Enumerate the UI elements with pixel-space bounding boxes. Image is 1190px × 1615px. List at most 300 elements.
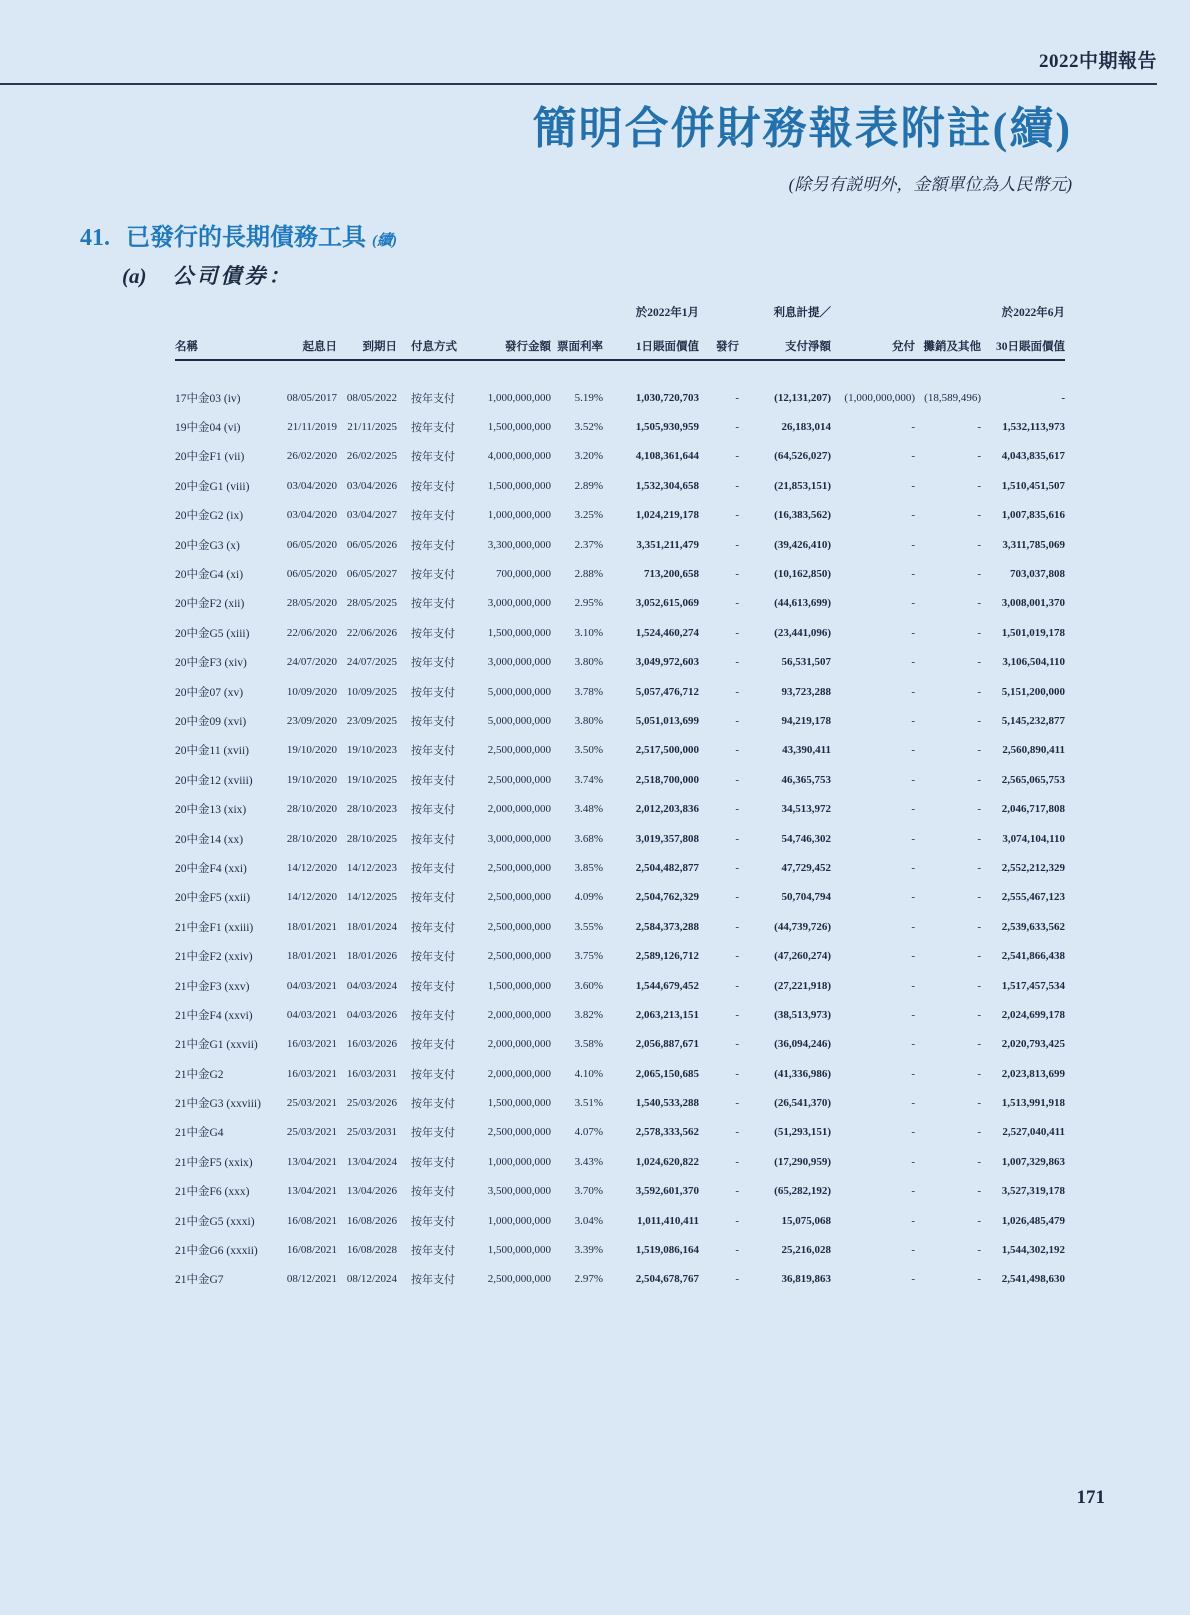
table-cell: 3,592,601,370 — [635, 1185, 699, 1198]
table-cell: - — [977, 597, 981, 610]
table-cell: - — [977, 744, 981, 757]
table-cell: (44,739,726) — [774, 920, 831, 933]
table-cell: 24/07/2020 — [286, 656, 337, 669]
table-row — [175, 648, 1065, 677]
subsection-heading — [122, 260, 293, 290]
table-cell: 1,500,000,000 — [487, 626, 551, 639]
table-cell: 3.70% — [574, 1185, 603, 1198]
table-cell: 03/04/2020 — [286, 479, 337, 492]
table-cell: 1,024,219,178 — [635, 509, 699, 522]
bond-name-cell: 20中金F2 (xii) — [175, 598, 245, 611]
table-cell: (36,094,246) — [774, 1038, 831, 1051]
table-cell: 2,560,890,411 — [1002, 744, 1065, 757]
bond-name-cell: 20中金F3 (xiv) — [175, 657, 247, 670]
table-cell: 3,008,001,370 — [1001, 597, 1065, 610]
table-cell: (41,336,986) — [774, 1067, 831, 1080]
table-cell: - — [1061, 391, 1065, 404]
table-cell: - — [977, 714, 981, 727]
table-cell: - — [977, 979, 981, 992]
table-cell: - — [911, 509, 915, 522]
table-cell: 06/05/2020 — [286, 568, 337, 581]
table-cell: 按年支付 — [411, 422, 455, 435]
table-row — [175, 677, 1065, 706]
table-cell: 19/10/2020 — [286, 744, 337, 757]
table-cell: 06/05/2026 — [346, 538, 397, 551]
table-cell: 按年支付 — [411, 392, 455, 405]
table-cell: 2.97% — [574, 1273, 603, 1286]
table-cell: 2,504,762,329 — [635, 891, 699, 904]
table-row — [175, 1088, 1065, 1117]
table-cell: 4,043,835,617 — [1001, 450, 1065, 463]
table-cell: - — [911, 1214, 915, 1227]
table-cell: 47,729,452 — [781, 861, 831, 874]
table-cell: 2.89% — [574, 479, 603, 492]
table-cell: 04/03/2021 — [286, 979, 337, 992]
column-header-top — [551, 292, 603, 322]
table-cell: 3.50% — [574, 744, 603, 757]
table-cell: 1,510,451,507 — [1001, 479, 1065, 492]
column-header: 起息日 — [275, 322, 337, 360]
table-cell: 03/04/2027 — [346, 509, 397, 522]
table-cell: 16/08/2021 — [286, 1214, 337, 1227]
table-cell: - — [977, 950, 981, 963]
bond-name-cell: 20中金09 (xvi) — [175, 715, 247, 728]
table-cell: 26,183,014 — [781, 421, 831, 434]
table-cell: (16,383,562) — [774, 509, 831, 522]
table-cell: 23/09/2020 — [286, 714, 337, 727]
table-cell: - — [911, 1126, 915, 1139]
table-cell: 3,527,319,178 — [1001, 1185, 1065, 1198]
table-cell: - — [911, 861, 915, 874]
bond-name-cell: 20中金F4 (xxi) — [175, 862, 247, 875]
table-cell: 13/04/2026 — [346, 1185, 397, 1198]
page-title: 簡明合併財務報表附註(續) — [532, 104, 1072, 153]
table-row — [175, 501, 1065, 530]
table-cell: 26/02/2025 — [346, 450, 397, 463]
table-cell: 按年支付 — [411, 804, 455, 817]
table-cell: - — [977, 1185, 981, 1198]
table-cell: - — [977, 538, 981, 551]
table-cell: - — [911, 656, 915, 669]
table-cell: - — [735, 538, 739, 551]
table-cell: - — [911, 626, 915, 639]
bond-name-cell: 21中金F4 (xxvi) — [175, 1009, 253, 1022]
currency-note: (除另有説明外，金額單位為人民幣元) — [788, 175, 1072, 194]
table-cell: 2,578,333,562 — [635, 1126, 699, 1139]
column-header: 到期日 — [337, 322, 397, 360]
table-cell: 1,500,000,000 — [487, 421, 551, 434]
table-cell: 2,000,000,000 — [487, 1067, 551, 1080]
table-cell: 08/12/2021 — [286, 1273, 337, 1286]
table-cell: 按年支付 — [411, 627, 455, 640]
table-cell: 2,541,498,630 — [1001, 1273, 1065, 1286]
table-cell: 04/03/2024 — [346, 979, 397, 992]
column-header-top — [275, 292, 337, 322]
bond-table-body — [175, 360, 1065, 1294]
table-cell: 3,049,972,603 — [635, 656, 699, 669]
table-cell: 25/03/2021 — [286, 1126, 337, 1139]
table-cell: 28/05/2020 — [286, 597, 337, 610]
table-cell: - — [735, 1155, 739, 1168]
column-header-top: 利息計提／ — [773, 307, 831, 319]
bond-name-cell: 20中金G1 (viii) — [175, 480, 250, 493]
table-cell: 28/10/2023 — [346, 803, 397, 816]
table-cell: 5,057,476,712 — [635, 685, 699, 698]
table-cell: (47,260,274) — [774, 950, 831, 963]
table-cell: 按年支付 — [411, 1245, 455, 1258]
table-cell: 2,565,065,753 — [1001, 773, 1065, 786]
table-cell: 3.20% — [574, 450, 603, 463]
table-cell: 3,019,357,808 — [635, 832, 699, 845]
table-cell: - — [911, 479, 915, 492]
table-cell: 19/10/2023 — [346, 744, 397, 757]
table-cell: 1,524,460,274 — [635, 626, 699, 639]
table-cell: 按年支付 — [411, 1127, 455, 1140]
table-cell: 10/09/2025 — [346, 685, 397, 698]
table-cell: 3,000,000,000 — [487, 597, 551, 610]
column-header: 發行金額 — [465, 322, 551, 360]
table-row — [175, 618, 1065, 647]
table-row — [175, 383, 1065, 412]
bond-name-cell: 20中金G5 (xiii) — [175, 627, 250, 640]
table-cell: 1,544,679,452 — [635, 979, 699, 992]
table-cell: - — [735, 1097, 739, 1110]
table-cell: 按年支付 — [411, 1039, 455, 1052]
table-cell: 1,532,113,973 — [1002, 421, 1065, 434]
table-cell: 2.88% — [574, 568, 603, 581]
table-cell: 15,075,068 — [781, 1214, 831, 1227]
column-header: 支付淨額 — [739, 322, 831, 360]
table-cell: 26/02/2020 — [286, 450, 337, 463]
table-cell: 13/04/2024 — [346, 1155, 397, 1168]
table-row — [175, 912, 1065, 941]
table-cell: 03/04/2020 — [286, 509, 337, 522]
column-header: 兌付 — [831, 322, 915, 360]
table-row — [175, 412, 1065, 441]
bond-name-cell: 21中金F3 (xxv) — [175, 980, 250, 993]
table-cell: 700,000,000 — [496, 568, 551, 581]
table-cell: (1,000,000,000) — [844, 391, 915, 404]
table-cell: 按年支付 — [411, 480, 455, 493]
table-cell: 2,518,700,000 — [635, 773, 699, 786]
table-cell: - — [735, 832, 739, 845]
section-heading — [80, 217, 397, 252]
table-cell: 93,723,288 — [781, 685, 831, 698]
table-cell: (44,613,699) — [774, 597, 831, 610]
table-cell: 46,365,753 — [781, 773, 831, 786]
table-cell: 按年支付 — [411, 598, 455, 611]
table-cell: 16/08/2021 — [286, 1244, 337, 1257]
table-cell: 28/10/2025 — [346, 832, 397, 845]
table-cell: - — [911, 597, 915, 610]
table-cell: - — [735, 1038, 739, 1051]
table-cell: 3,000,000,000 — [487, 832, 551, 845]
table-cell: 22/06/2026 — [346, 626, 397, 639]
table-cell: 按年支付 — [411, 833, 455, 846]
table-row — [175, 1030, 1065, 1059]
table-cell: 5.19% — [574, 391, 603, 404]
table-cell: 1,532,304,658 — [635, 479, 699, 492]
table-cell: 14/12/2023 — [346, 861, 397, 874]
table-cell: - — [911, 891, 915, 904]
table-cell: 19/10/2025 — [346, 773, 397, 786]
table-cell: 13/04/2021 — [286, 1155, 337, 1168]
table-cell: 按年支付 — [411, 1156, 455, 1169]
column-header: 攤銷及其他 — [915, 322, 981, 360]
table-cell: - — [911, 950, 915, 963]
table-cell: 1,519,086,164 — [635, 1244, 699, 1257]
column-header: 30日賬面價值 — [981, 322, 1065, 360]
table-row — [175, 883, 1065, 912]
table-spacer — [175, 360, 1065, 383]
table-cell: 5,145,232,877 — [1001, 714, 1065, 727]
column-header-top — [699, 292, 739, 322]
table-cell: 2,023,813,699 — [1001, 1067, 1065, 1080]
table-cell: - — [911, 685, 915, 698]
table-cell: - — [977, 832, 981, 845]
table-cell: 3.25% — [574, 509, 603, 522]
table-cell: (23,441,096) — [774, 626, 831, 639]
table-row — [175, 736, 1065, 765]
column-header-top — [337, 292, 397, 322]
bond-name-cell: 20中金11 (xvii) — [175, 745, 249, 758]
bond-name-cell: 21中金G6 (xxxii) — [175, 1245, 258, 1258]
header-divider — [0, 83, 1157, 85]
table-cell: (10,162,850) — [774, 568, 831, 581]
table-cell: - — [977, 1126, 981, 1139]
table-cell: - — [911, 568, 915, 581]
column-header-top — [915, 292, 981, 322]
table-row — [175, 589, 1065, 618]
table-cell: 3.58% — [574, 1038, 603, 1051]
table-cell: 2,500,000,000 — [487, 861, 551, 874]
table-cell: 4,108,361,644 — [635, 450, 699, 463]
table-cell: 23/09/2025 — [346, 714, 397, 727]
table-cell: - — [977, 1273, 981, 1286]
table-cell: 3.75% — [574, 950, 603, 963]
bond-table — [175, 292, 1065, 1294]
bond-name-cell: 21中金F2 (xxiv) — [175, 951, 253, 964]
table-cell: 5,000,000,000 — [487, 685, 551, 698]
table-cell: - — [911, 832, 915, 845]
table-cell: 3.60% — [574, 979, 603, 992]
table-cell: 4.10% — [574, 1067, 603, 1080]
table-cell: 36,819,863 — [781, 1273, 831, 1286]
table-cell: 1,513,991,918 — [1001, 1097, 1065, 1110]
column-header: 發行 — [699, 322, 739, 360]
table-cell: 3.04% — [574, 1214, 603, 1227]
bond-name-cell: 21中金F5 (xxix) — [175, 1156, 253, 1169]
table-row — [175, 853, 1065, 882]
table-cell: 16/03/2021 — [286, 1038, 337, 1051]
table-cell: - — [735, 626, 739, 639]
table-cell: - — [735, 1185, 739, 1198]
bond-name-cell: 20中金G3 (x) — [175, 539, 240, 552]
table-cell: 94,219,178 — [781, 714, 831, 727]
bond-name-cell: 21中金G4 — [175, 1127, 224, 1140]
table-cell: 2,500,000,000 — [487, 950, 551, 963]
table-cell: 16/08/2028 — [346, 1244, 397, 1257]
table-cell: 3,300,000,000 — [487, 538, 551, 551]
table-cell: - — [977, 861, 981, 874]
table-cell: 2,500,000,000 — [487, 773, 551, 786]
table-cell: (17,290,959) — [774, 1155, 831, 1168]
table-cell: 16/08/2026 — [346, 1214, 397, 1227]
table-row — [175, 471, 1065, 500]
table-cell: 50,704,794 — [781, 891, 831, 904]
bond-table-header — [175, 292, 1065, 360]
bond-name-cell: 21中金G2 — [175, 1068, 224, 1081]
table-cell: 16/03/2026 — [346, 1038, 397, 1051]
table-cell: 3,106,504,110 — [1002, 656, 1065, 669]
table-cell: (39,426,410) — [774, 538, 831, 551]
table-cell: - — [977, 891, 981, 904]
table-cell: 14/12/2020 — [286, 891, 337, 904]
column-header-top — [465, 292, 551, 322]
table-cell: - — [911, 1067, 915, 1080]
table-cell: - — [911, 1185, 915, 1198]
table-cell: 2,500,000,000 — [487, 1273, 551, 1286]
table-cell: 2,020,793,425 — [1001, 1038, 1065, 1051]
bond-name-cell: 20中金12 (xviii) — [175, 774, 253, 787]
table-cell: (21,853,151) — [774, 479, 831, 492]
column-header: 票面利率 — [551, 322, 603, 360]
table-cell: 按年支付 — [411, 745, 455, 758]
column-header: 名稱 — [175, 322, 275, 360]
table-cell: 1,024,620,822 — [635, 1155, 699, 1168]
table-cell: - — [977, 421, 981, 434]
table-cell: 3.78% — [574, 685, 603, 698]
table-cell: 28/10/2020 — [286, 832, 337, 845]
table-cell: (12,131,207) — [774, 391, 831, 404]
table-cell: 2,504,678,767 — [635, 1273, 699, 1286]
table-cell: - — [735, 1244, 739, 1257]
table-cell: 18/01/2021 — [286, 950, 337, 963]
table-row — [175, 1206, 1065, 1235]
table-cell: - — [977, 568, 981, 581]
table-cell: - — [977, 479, 981, 492]
bond-name-cell: 21中金G3 (xxviii) — [175, 1098, 261, 1111]
table-cell: - — [735, 509, 739, 522]
table-cell: 06/05/2020 — [286, 538, 337, 551]
table-cell: - — [735, 891, 739, 904]
bond-name-cell: 20中金F1 (vii) — [175, 451, 245, 464]
table-cell: - — [735, 979, 739, 992]
table-cell: 04/03/2021 — [286, 1008, 337, 1021]
table-cell: 14/12/2020 — [286, 861, 337, 874]
table-cell: 2,589,126,712 — [635, 950, 699, 963]
bond-name-cell: 20中金07 (xv) — [175, 686, 244, 699]
table-cell: - — [735, 421, 739, 434]
table-cell: - — [977, 1244, 981, 1257]
table-cell: 713,200,658 — [644, 568, 699, 581]
bond-name-cell: 17中金03 (iv) — [175, 392, 241, 405]
table-cell: 1,500,000,000 — [487, 1244, 551, 1257]
table-row — [175, 971, 1065, 1000]
table-cell: 按年支付 — [411, 1009, 455, 1022]
table-cell: 3.43% — [574, 1155, 603, 1168]
table-cell: 08/05/2022 — [346, 391, 397, 404]
table-cell: 按年支付 — [411, 892, 455, 905]
table-cell: - — [911, 1008, 915, 1021]
table-cell: 2.95% — [574, 597, 603, 610]
bond-name-cell: 21中金F6 (xxx) — [175, 1186, 250, 1199]
table-cell: 2,539,633,562 — [1001, 920, 1065, 933]
table-cell: - — [911, 421, 915, 434]
table-cell: - — [911, 538, 915, 551]
table-cell: 3.80% — [574, 656, 603, 669]
table-cell: 2,065,150,685 — [635, 1067, 699, 1080]
subsection-title: 公司債券： — [172, 264, 293, 288]
table-cell: 08/05/2017 — [286, 391, 337, 404]
table-row — [175, 1118, 1065, 1147]
table-cell: 4.07% — [574, 1126, 603, 1139]
table-cell: - — [977, 1067, 981, 1080]
table-cell: 28/10/2020 — [286, 803, 337, 816]
table-cell: - — [735, 744, 739, 757]
table-cell: (27,221,918) — [774, 979, 831, 992]
table-cell: 3,000,000,000 — [487, 656, 551, 669]
table-cell: - — [911, 744, 915, 757]
table-cell: 3.52% — [574, 421, 603, 434]
table-row — [175, 1000, 1065, 1029]
table-cell: - — [977, 1038, 981, 1051]
table-cell: - — [977, 626, 981, 639]
table-cell: 43,390,411 — [782, 744, 831, 757]
table-cell: - — [735, 1067, 739, 1080]
table-cell: - — [977, 1155, 981, 1168]
table-cell: 1,505,930,959 — [635, 421, 699, 434]
table-cell: 按年支付 — [411, 951, 455, 964]
table-cell: 按年支付 — [411, 715, 455, 728]
table-row — [175, 442, 1065, 471]
table-cell: 18/01/2021 — [286, 920, 337, 933]
table-cell: - — [911, 714, 915, 727]
table-cell: - — [735, 479, 739, 492]
column-header-top: 於2022年1月 — [635, 307, 699, 319]
table-cell: 18/01/2026 — [346, 950, 397, 963]
table-cell: 2,500,000,000 — [487, 891, 551, 904]
table-cell: 按年支付 — [411, 1215, 455, 1228]
table-cell: 24/07/2025 — [346, 656, 397, 669]
table-cell: 3.82% — [574, 1008, 603, 1021]
table-cell: - — [977, 773, 981, 786]
report-edition-label: 2022中期報告 — [1038, 51, 1157, 72]
table-cell: - — [735, 1126, 739, 1139]
table-cell: - — [735, 450, 739, 463]
table-cell: 3,311,785,069 — [1002, 538, 1065, 551]
table-cell: 按年支付 — [411, 686, 455, 699]
table-cell: (38,513,973) — [774, 1008, 831, 1021]
table-cell: - — [911, 803, 915, 816]
table-cell: 28/05/2025 — [346, 597, 397, 610]
table-cell: 25/03/2026 — [346, 1097, 397, 1110]
table-cell: 2,555,467,123 — [1001, 891, 1065, 904]
table-cell: 1,007,329,863 — [1001, 1155, 1065, 1168]
table-cell: - — [977, 685, 981, 698]
table-cell: - — [911, 450, 915, 463]
table-cell: - — [735, 950, 739, 963]
table-cell: 1,000,000,000 — [487, 509, 551, 522]
table-row — [175, 530, 1065, 559]
bond-name-cell: 20中金13 (xix) — [175, 804, 247, 817]
table-cell: - — [977, 656, 981, 669]
table-cell: 1,501,019,178 — [1001, 626, 1065, 639]
bond-name-cell: 20中金G4 (xi) — [175, 569, 244, 582]
table-cell: - — [735, 656, 739, 669]
table-cell: - — [911, 979, 915, 992]
table-cell: - — [911, 1038, 915, 1051]
